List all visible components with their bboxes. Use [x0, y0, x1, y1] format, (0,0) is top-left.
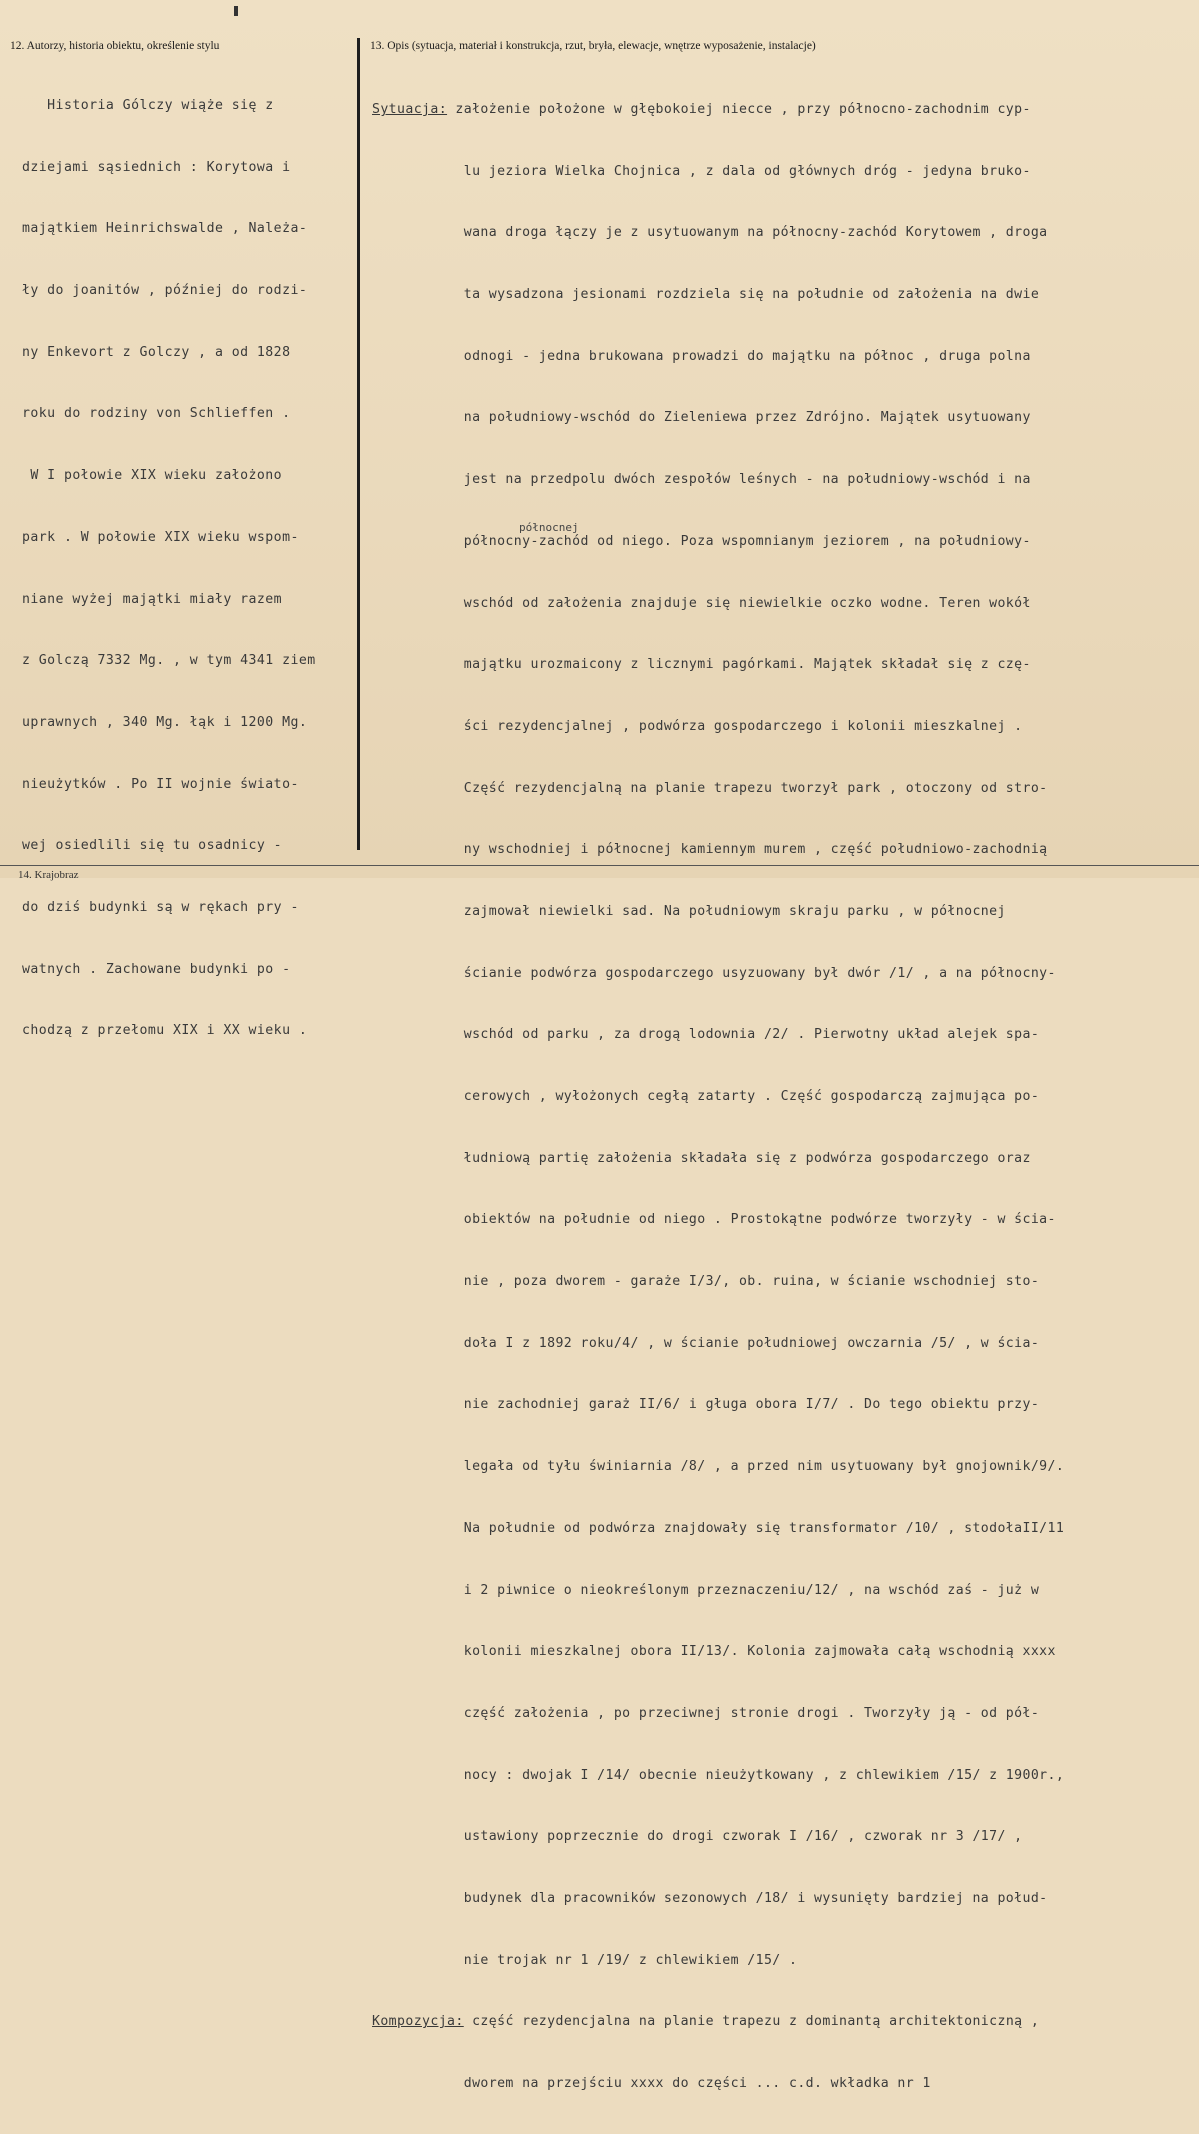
- section-12-header: 12. Autorzy, historia obiektu, określenie stylu: [10, 40, 220, 52]
- handwritten-insertion: północnej: [519, 521, 579, 534]
- description-line: wana droga łączy je z usytuowanym na północny-zachód Korytowem , droga: [372, 225, 1048, 241]
- description-line: łudniową partię założenia składała się z podwórza gospodarczego oraz: [372, 1150, 1031, 1166]
- description-line: Na południe od podwórza znajdowały się transformator /10/ , stodołaII/11: [372, 1520, 1065, 1536]
- description-line: Część rezydencjalną na planie trapezu tworzył park , otoczony od stro-: [372, 780, 1048, 796]
- kompozycja-label: Kompozycja:: [372, 2014, 464, 2030]
- description-line: wschód od parku , za drogą lodownia /2/ . Pierwotny układ alejek spa-: [372, 1027, 1040, 1043]
- description-line: budynek dla pracowników sezonowych /18/ i wysunięty bardziej na połud-: [372, 1890, 1048, 1906]
- kompozycja-line-text: część rezydencjalna na planie trapezu z dominantą architektoniczną ,: [463, 2014, 1040, 2030]
- history-line: park . W połowie XIX wieku wspom-: [22, 529, 299, 545]
- description-line: odnogi - jedna brukowana prowadzi do majątku na północ , druga polna: [372, 348, 1031, 364]
- description-line: na południowy-wschód do Zieleniewa przez Zdrójno. Majątek usytuowany: [372, 410, 1031, 426]
- description-line: dworem na przejściu xxxx do części ... c.d. wkładka nr 1: [372, 2076, 931, 2091]
- description-line: majątku urozmaicony z licznymi pagórkami. Majątek składał się z czę-: [372, 657, 1031, 673]
- description-line: ta wysadzona jesionami rozdziela się na południe od założenia na dwie: [372, 287, 1040, 303]
- description-line: nie zachodniej garaż II/6/ i gługa obora I/7/ . Do tego obiektu przy-: [372, 1397, 1040, 1413]
- punch-mark: [234, 6, 238, 16]
- kompozycja-line-first: [372, 2010, 1064, 2034]
- description-line: ny wschodniej i północnej kamiennym murem , część południowo-zachodnią: [372, 842, 1048, 858]
- description-line: kolonii mieszkalnej obora II/13/. Kolonia zajmowała całą wschodnią xxxx: [372, 1644, 1056, 1660]
- description-line: cerowych , wyłożonych cegłą zatarty . Część gospodarczą zajmująca po-: [372, 1089, 1040, 1104]
- sytuacja-label: Sytuacja:: [372, 102, 448, 117]
- description-line: ści rezydencjalnej , podwórza gospodarczego i kolonii mieszkalnej .: [372, 718, 1023, 734]
- history-line: ny Enkevort z Golczy , a od 1828: [22, 344, 291, 360]
- history-line: do dziś budynki są w rękach pry -: [22, 899, 299, 915]
- history-line: chodzą z przełomu XIX i XX wieku .: [22, 1023, 308, 1039]
- bottom-rule: [0, 865, 1199, 866]
- history-line: dziejami sąsiednich : Korytowa i: [22, 159, 291, 175]
- description-line: zajmował niewielki sad. Na południowym skraju parku , w północnej: [372, 903, 1006, 919]
- column-divider: [357, 38, 360, 850]
- description-line: nie , poza dworem - garaże I/3/, ob. ruina, w ścianie wschodniej sto-: [372, 1274, 1040, 1290]
- history-line: roku do rodziny von Schlieffen .: [22, 406, 291, 422]
- description-line-text: założenie położone w głębokoiej niecce , przy północno-zachodnim cyp-: [447, 102, 1031, 117]
- description-line: jest na przedpolu dwóch zespołów leśnych - na południowy-wschód i na: [372, 472, 1031, 488]
- description-line: ścianie podwórza gospodarczego usyzuowany był dwór /1/ , a na północny-: [372, 965, 1056, 981]
- section-14-header-stub: 14. Krajobraz: [18, 869, 79, 881]
- description-line: ustawiony poprzecznie do drogi czworak I /16/ , czworak nr 3 /17/ ,: [372, 1829, 1023, 1845]
- history-line: Historia Gólczy wiąże się z: [22, 98, 274, 113]
- history-line: ły do joanitów , później do rodzi-: [22, 283, 308, 299]
- history-line: W I połowie XIX wieku założono: [22, 468, 283, 484]
- history-line: uprawnych , 340 Mg. łąk i 1200 Mg.: [22, 714, 308, 730]
- history-line: majątkiem Heinrichswalde , Należa-: [22, 221, 308, 237]
- description-line: północny-zachód od niego. Poza wspomnianym jeziorem , na południowy-: [372, 533, 1031, 549]
- description-line: wschód od założenia znajduje się niewielkie oczko wodne. Teren wokół: [372, 595, 1031, 611]
- description-line: nocy : dwojak I /14/ obecnie nieużytkowany , z chlewikiem /15/ z 1900r.,: [372, 1767, 1065, 1783]
- description-text-block: [372, 60, 1064, 2134]
- history-line: nieużytków . Po II wojnie świato-: [22, 776, 299, 792]
- description-line: część założenia , po przeciwnej stronie drogi . Tworzyły ją - od pół-: [372, 1705, 1040, 1721]
- description-line: nie trojak nr 1 /19/ z chlewikiem /15/ .: [372, 1952, 798, 1968]
- description-line: legała od tyłu świniarnia /8/ , a przed nim usytuowany był gnojownik/9/.: [372, 1459, 1065, 1475]
- description-line: lu jeziora Wielka Chojnica , z dala od głównych dróg - jedyna bruko-: [372, 163, 1031, 179]
- description-line: i 2 piwnice o nieokreślonym przeznaczeniu/12/ , na wschód zaś - już w: [372, 1582, 1040, 1598]
- history-line: wej osiedlili się tu osadnicy -: [22, 838, 283, 854]
- history-text-block: [22, 56, 316, 1081]
- description-line-first: [372, 98, 1064, 122]
- history-line: watnych . Zachowane budynki po -: [22, 961, 291, 977]
- history-line: niane wyżej majątki miały razem: [22, 591, 283, 607]
- section-13-header: 13. Opis (sytuacja, materiał i konstrukcja, rzut, bryła, elewacje, wnętrze wyposażenie, instalacje): [370, 40, 816, 52]
- description-line: doła I z 1892 roku/4/ , w ścianie południowej owczarnia /5/ , w ścia-: [372, 1335, 1040, 1351]
- history-line: z Golczą 7332 Mg. , w tym 4341 ziem: [22, 653, 316, 669]
- description-line: obiektów na południe od niego . Prostokątne podwórze tworzyły - w ścia-: [372, 1212, 1056, 1228]
